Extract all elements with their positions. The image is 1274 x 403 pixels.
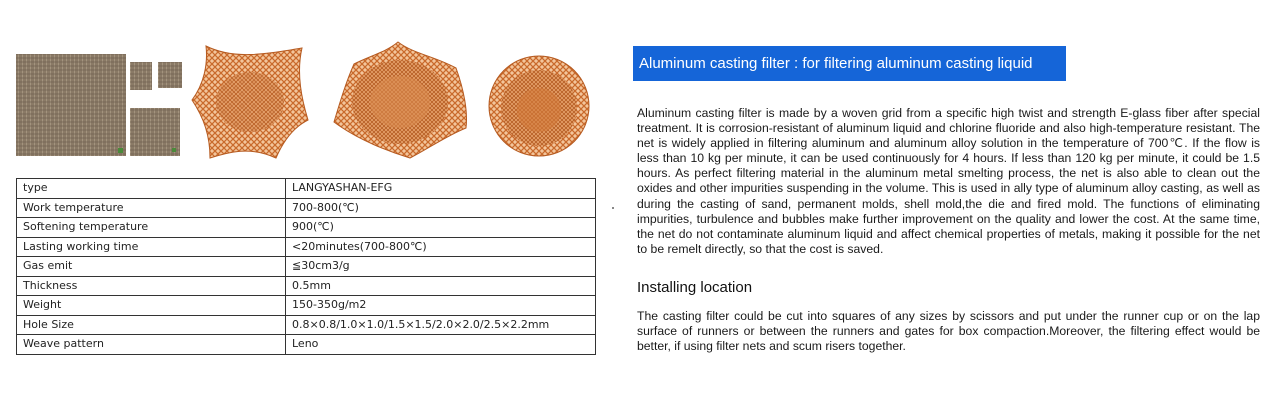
spec-value: 150-350g/m2 [286, 296, 596, 316]
flat-mesh-sheets [16, 54, 182, 156]
table-row [17, 179, 596, 199]
table-row [17, 257, 596, 277]
spec-value: LANGYASHAN-EFG [286, 179, 596, 199]
installing-heading: Installing location [637, 279, 753, 296]
stray-dot [612, 207, 614, 209]
spec-value: 0.8×0.8/1.0×1.0/1.5×1.5/2.0×2.0/2.5×2.2mm [286, 315, 596, 335]
spec-label: type [17, 179, 286, 199]
spec-value: <20minutes(700-800℃) [286, 237, 596, 257]
square-basket-photo [334, 42, 467, 158]
table-row [17, 296, 596, 316]
spec-label: Weight [17, 296, 286, 316]
table-row [17, 218, 596, 238]
table-row [17, 315, 596, 335]
spec-value: 0.5mm [286, 276, 596, 296]
spec-label: Thickness [17, 276, 286, 296]
spec-value: ≦30cm3/g [286, 257, 596, 277]
spec-label: Hole Size [17, 315, 286, 335]
title-banner: Aluminum casting filter : for filtering aluminum casting liquid [633, 46, 1066, 81]
spec-label: Weave pattern [17, 335, 286, 355]
spec-label: Softening temperature [17, 218, 286, 238]
spec-label: Work temperature [17, 198, 286, 218]
installing-paragraph: The casting filter could be cut into squares of any sizes by scissors and put under the runner cup or on the lap surface of runners or between the runners and gates for box compaction.Moreover, the filtering effect would be better, if using filter nets and scum risers together. [637, 309, 1260, 354]
spec-value: 700-800(℃) [286, 198, 596, 218]
description-paragraph: Aluminum casting filter is made by a woven grid from a specific high twist and strength E-glass fiber after special treatment. It is corrosion-resistant of aluminum liquid and chlorine fluoride and also high-temperature resistant. The net is widely applied in filtering aluminum and aluminum alloy solution in the temperature of 700℃. If the flow is less than 10 kg per minute, it can be used continuously for 4 hours. If less than 120 kg per minute, it could be 1.5 hours. As perfect filtering material in the aluminum metal smelting process, the net is also able to clean out the oxides and other impurities suspending in the volume. This is used in ally type of aluminum alloy casting, as well as during the casting of sand, permanent molds, shell mold,the die and fired mold. The functions of eliminating impurities, turbulence and bubbles make further improvement on the quality and lower the cost. At the same time, the net do not contaminate aluminum liquid and affect chemical properties of metals, making it possible for the net to be remelt directly, so that the cost is saved. [637, 106, 1260, 256]
table-row [17, 276, 596, 296]
star-filter-photo [192, 46, 308, 158]
table-row [17, 237, 596, 257]
product-photos [14, 40, 596, 160]
spec-table [16, 178, 596, 355]
round-cup-photo [489, 56, 589, 156]
spec-label: Gas emit [17, 257, 286, 277]
table-row [17, 335, 596, 355]
product-photos-svg [14, 40, 596, 160]
spec-value: Leno [286, 335, 596, 355]
spec-label: Lasting working time [17, 237, 286, 257]
table-row [17, 198, 596, 218]
spec-value: 900(℃) [286, 218, 596, 238]
